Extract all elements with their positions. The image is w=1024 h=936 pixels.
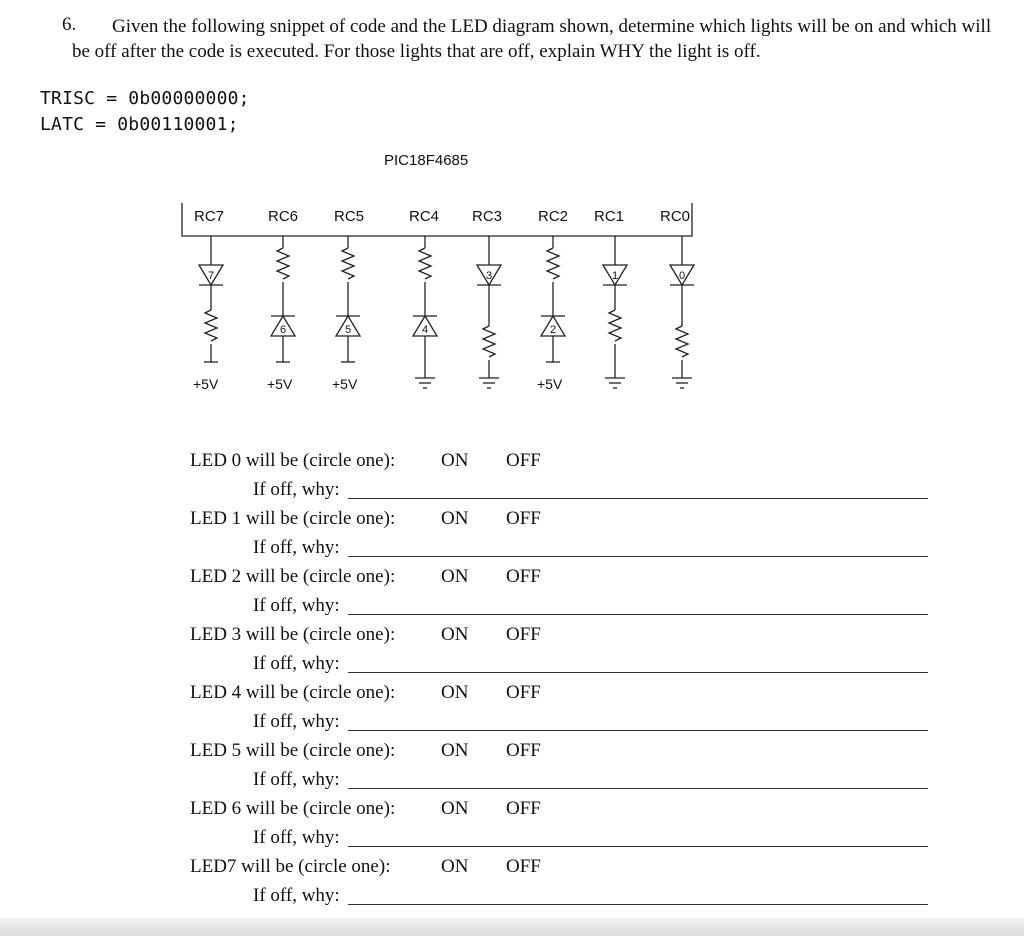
why-answer-line[interactable] [348, 730, 928, 731]
why-answer-line[interactable] [348, 788, 928, 789]
led0-branch [670, 236, 694, 388]
led-number-0: 0 [678, 270, 686, 282]
led3-branch [477, 236, 501, 388]
led-number-1: 1 [611, 270, 619, 282]
led-question: LED 4 will be (circle one): [190, 682, 396, 703]
code-line-latc: LATC = 0b00110001; [40, 114, 239, 135]
why-answer-line[interactable] [348, 614, 928, 615]
led1-resistor-icon [609, 310, 621, 341]
why-label: If off, why: [253, 595, 340, 616]
why-answer-line[interactable] [348, 498, 928, 499]
pin-label-rc7: RC7 [194, 208, 225, 225]
why-answer-line[interactable] [348, 904, 928, 905]
chip-outline [182, 203, 692, 236]
option-off[interactable]: OFF [506, 798, 541, 819]
led5-branch [336, 236, 360, 362]
led7-resistor-icon [205, 310, 217, 341]
led-number-5: 5 [344, 324, 352, 336]
led3-resistor-icon [483, 326, 495, 357]
led-question: LED 1 will be (circle one): [190, 508, 396, 529]
option-on[interactable]: ON [441, 798, 469, 819]
why-label: If off, why: [253, 711, 340, 732]
led2-resistor-icon [547, 248, 559, 279]
pin-label-rc6: RC6 [268, 208, 299, 225]
option-off[interactable]: OFF [506, 740, 541, 761]
led-number-7: 7 [207, 270, 215, 282]
led1-branch [603, 236, 627, 388]
led-question: LED 5 will be (circle one): [190, 740, 396, 761]
pin-label-rc2: RC2 [538, 208, 569, 225]
led2-branch [541, 236, 565, 362]
led6-resistor-icon [277, 248, 289, 279]
led-number-3: 3 [485, 270, 493, 282]
led0-resistor-icon [676, 326, 688, 357]
led-question: LED7 will be (circle one): [190, 856, 391, 877]
why-answer-line[interactable] [348, 672, 928, 673]
page-bottom-shadow [0, 918, 1024, 936]
why-label: If off, why: [253, 653, 340, 674]
led-number-4: 4 [421, 324, 429, 336]
question-text: Given the following snippet of code and the LED diagram shown, determine which lights will be on and which will be off after the code is executed. For those lights that are off, explain WHY the light is off. [72, 16, 992, 62]
led4-resistor-icon [419, 248, 431, 279]
pin-label-rc1: RC1 [594, 208, 625, 225]
option-on[interactable]: ON [441, 566, 469, 587]
why-label: If off, why: [253, 769, 340, 790]
led-number-6: 6 [279, 324, 287, 336]
why-answer-line[interactable] [348, 556, 928, 557]
option-on[interactable]: ON [441, 856, 469, 877]
why-answer-line[interactable] [348, 846, 928, 847]
why-label: If off, why: [253, 537, 340, 558]
led-question: LED 0 will be (circle one): [190, 450, 396, 471]
option-off[interactable]: OFF [506, 856, 541, 877]
supply-label-led6: +5V [267, 376, 293, 392]
supply-label-led7: +5V [193, 376, 219, 392]
why-label: If off, why: [253, 827, 340, 848]
why-label: If off, why: [253, 479, 340, 500]
option-off[interactable]: OFF [506, 566, 541, 587]
led-question: LED 6 will be (circle one): [190, 798, 396, 819]
led5-resistor-icon [342, 248, 354, 279]
led-number-2: 2 [549, 324, 557, 336]
option-on[interactable]: ON [441, 450, 469, 471]
option-on[interactable]: ON [441, 682, 469, 703]
option-off[interactable]: OFF [506, 624, 541, 645]
led-question: LED 3 will be (circle one): [190, 624, 396, 645]
option-off[interactable]: OFF [506, 682, 541, 703]
led-question: LED 2 will be (circle one): [190, 566, 396, 587]
option-on[interactable]: ON [441, 508, 469, 529]
supply-label-led2: +5V [537, 376, 563, 392]
option-on[interactable]: ON [441, 740, 469, 761]
option-off[interactable]: OFF [506, 450, 541, 471]
led4-branch [413, 236, 437, 388]
supply-label-led5: +5V [332, 376, 358, 392]
pin-label-rc0: RC0 [660, 208, 691, 225]
led6-branch [271, 236, 295, 362]
option-off[interactable]: OFF [506, 508, 541, 529]
why-label: If off, why: [253, 885, 340, 906]
option-on[interactable]: ON [441, 624, 469, 645]
pin-label-rc3: RC3 [472, 208, 503, 225]
pin-label-rc5: RC5 [334, 208, 365, 225]
question-number: 6. [62, 14, 77, 35]
chip-name: PIC18F4685 [384, 152, 469, 169]
led7-branch [199, 236, 223, 362]
pin-label-rc4: RC4 [409, 208, 440, 225]
code-line-trisc: TRISC = 0b00000000; [40, 88, 250, 109]
